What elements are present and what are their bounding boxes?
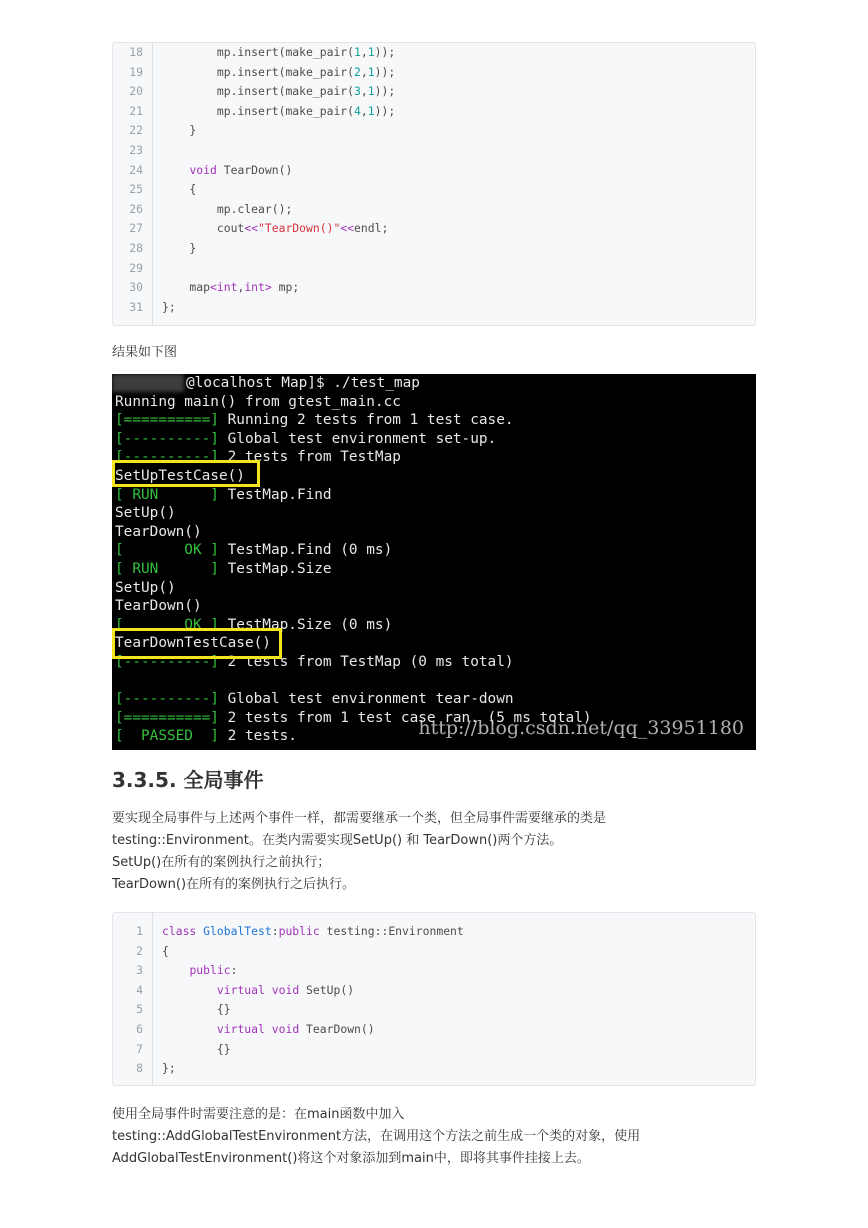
code-token: } xyxy=(162,241,197,255)
code-line xyxy=(113,82,755,102)
code-line xyxy=(113,43,755,63)
terminal-line xyxy=(115,486,332,505)
paragraph-line: SetUp()在所有的案例执行之前执行； xyxy=(112,855,331,870)
code-line xyxy=(113,102,755,122)
code-token: class xyxy=(162,924,197,938)
code-text xyxy=(162,63,395,83)
code-line xyxy=(113,298,755,318)
paragraph-line: TearDown()在所有的案例执行之后执行。 xyxy=(112,877,356,892)
code-token: mp.insert(make_pair( xyxy=(162,84,355,99)
code-token: 1 xyxy=(367,45,375,59)
terminal-token: TestMap.Size (0 ms) xyxy=(218,616,393,633)
terminal-token: TestMap.Size xyxy=(218,561,332,577)
terminal-line xyxy=(115,393,401,412)
terminal-token: SetUp() xyxy=(115,505,176,522)
line-number: 25 xyxy=(129,182,143,197)
code-text xyxy=(162,922,464,942)
paragraph-line: testing::Environment。在类内需要实现SetUp() 和 TearDown()两个方法。 xyxy=(112,833,563,848)
code-line xyxy=(113,1000,755,1020)
line-number: 4 xyxy=(136,982,143,997)
terminal-token: @localhost Map]$ ./test_map xyxy=(186,375,420,391)
line-number: 26 xyxy=(129,201,143,216)
line-number: 7 xyxy=(136,1041,143,1056)
code-text xyxy=(162,1020,375,1040)
terminal-token: 2 tests. xyxy=(218,728,297,745)
code-line xyxy=(113,219,755,239)
code-text xyxy=(162,239,196,259)
code-token: , xyxy=(360,103,368,118)
code-token: << xyxy=(340,221,355,236)
code-token: TearDown() xyxy=(216,162,293,177)
code-line xyxy=(113,961,755,981)
code-token: mp.clear(); xyxy=(162,201,293,216)
terminal-token: 2 tests from TestMap xyxy=(218,449,401,466)
code-token: 1 xyxy=(367,64,375,79)
terminal-line xyxy=(115,541,392,560)
code-token: }; xyxy=(162,299,176,314)
terminal-token: TearDown() xyxy=(115,598,202,615)
code-token: mp.insert(make_pair( xyxy=(162,45,355,59)
code-token: 4 xyxy=(354,103,361,118)
code-text xyxy=(162,43,395,63)
terminal-token: TestMap.Find xyxy=(218,486,332,503)
code-text xyxy=(162,942,169,962)
line-number: 29 xyxy=(129,260,143,275)
terminal-token: [----------] xyxy=(115,430,219,447)
code-line xyxy=(113,259,755,279)
line-number: 3 xyxy=(136,963,143,978)
terminal-line xyxy=(115,523,202,542)
code-line xyxy=(113,239,755,259)
code-line xyxy=(113,278,755,298)
line-number: 1 xyxy=(136,924,143,938)
terminal-token: [----------] xyxy=(115,449,219,466)
paragraph-global-events xyxy=(112,808,606,896)
terminal-token: TearDownTestCase() xyxy=(115,635,271,652)
terminal-token: [==========] xyxy=(115,709,219,726)
code-token: }; xyxy=(162,1061,176,1076)
code-token: : xyxy=(271,924,279,938)
code-token: GlobalTest xyxy=(203,924,272,938)
code-token: )); xyxy=(374,84,396,99)
code-token xyxy=(265,1022,272,1036)
code-token: mp.insert(make_pair( xyxy=(162,64,355,79)
terminal-line xyxy=(115,430,496,449)
line-number: 8 xyxy=(136,1061,143,1076)
paragraph-line: testing::AddGlobalTestEnvironment方法，在调用这个方法之前生成一个类的对象，使用 xyxy=(112,1129,641,1144)
code-text xyxy=(162,298,176,318)
code-token: map xyxy=(162,280,211,295)
code-line xyxy=(113,1020,755,1040)
code-token: , xyxy=(360,84,368,99)
terminal-line xyxy=(115,579,176,598)
terminal-token: [----------] xyxy=(115,654,219,670)
code-line xyxy=(113,981,755,1001)
code-text xyxy=(162,961,237,981)
code-token: mp; xyxy=(271,280,300,295)
code-token: public xyxy=(189,963,231,978)
code-token: )); xyxy=(374,103,396,118)
code-token: { xyxy=(162,182,197,197)
code-line xyxy=(113,1040,755,1060)
code-token: void xyxy=(189,162,217,177)
code-token: endl; xyxy=(354,221,389,236)
terminal-line xyxy=(115,411,514,430)
line-number: 24 xyxy=(129,162,143,177)
code-text xyxy=(162,1059,176,1079)
line-number: 6 xyxy=(136,1022,143,1036)
code-block-1 xyxy=(112,42,756,326)
code-token xyxy=(162,983,217,997)
code-token: {} xyxy=(162,1002,231,1017)
code-token xyxy=(162,1022,217,1036)
code-text xyxy=(162,102,395,122)
result-label: 结果如下图 xyxy=(112,345,178,360)
code-token xyxy=(162,963,189,977)
code-token: <int xyxy=(210,280,238,295)
code-token: 2 xyxy=(354,64,361,79)
line-number: 23 xyxy=(129,143,143,157)
code-token: 1 xyxy=(367,103,375,118)
code-token xyxy=(265,983,272,997)
terminal-token: SetUpTestCase() xyxy=(115,468,245,484)
code-token: mp.insert(make_pair( xyxy=(162,103,355,118)
terminal-token: Running main() from gtest_main.cc xyxy=(115,393,401,410)
terminal-token: SetUp() xyxy=(115,579,176,596)
line-number: 2 xyxy=(136,943,143,958)
code-token: SetUp() xyxy=(299,982,355,997)
code-token: void xyxy=(271,1022,300,1036)
code-token: TearDown() xyxy=(299,1022,375,1036)
code-text xyxy=(162,82,395,102)
terminal-token: [==========] xyxy=(115,412,219,429)
code-line xyxy=(113,942,755,962)
line-number: 20 xyxy=(129,84,143,99)
terminal-line xyxy=(115,504,176,523)
line-number: 28 xyxy=(129,241,143,255)
code-token: )); xyxy=(374,64,396,79)
code-text xyxy=(162,219,388,239)
line-number: 21 xyxy=(129,103,143,118)
code-line xyxy=(113,200,755,220)
code-token: 1 xyxy=(367,84,375,99)
code-token: , xyxy=(360,64,368,79)
code-token: } xyxy=(162,123,197,138)
code-text xyxy=(162,121,196,141)
terminal-line xyxy=(115,560,332,579)
line-number: 30 xyxy=(129,280,143,295)
code-line xyxy=(113,1059,755,1079)
code-token: void xyxy=(271,982,300,997)
terminal-token: 2 tests from TestMap (0 ms total) xyxy=(218,654,514,670)
terminal-token: [----------] xyxy=(115,691,219,708)
code-token: 1 xyxy=(354,45,361,59)
code-token: {} xyxy=(162,1041,231,1056)
code-line xyxy=(113,121,755,141)
code-block-2 xyxy=(112,912,756,1086)
line-number: 22 xyxy=(129,123,143,138)
terminal-token: 2 tests from 1 test case ran. (5 ms total) xyxy=(218,709,592,726)
code-line xyxy=(113,180,755,200)
code-text xyxy=(162,981,354,1001)
code-token: )); xyxy=(374,45,396,59)
code-token: testing::Environment xyxy=(319,924,464,938)
line-number: 5 xyxy=(136,1002,143,1017)
terminal-token: [ OK ] xyxy=(115,616,219,633)
terminal-token: Running 2 tests from 1 test case. xyxy=(218,412,514,429)
code-token: int> xyxy=(244,280,272,295)
terminal-screenshot xyxy=(112,374,756,750)
redacted-username xyxy=(112,374,184,392)
code-token: 3 xyxy=(354,84,361,99)
line-number: 27 xyxy=(129,221,143,236)
code-line xyxy=(113,141,755,161)
line-number: 18 xyxy=(129,45,143,59)
code-token: cout xyxy=(162,221,245,236)
code-text xyxy=(162,278,299,298)
watermark: http://blog.csdn.net/qq_33951180 xyxy=(418,717,744,739)
code-text xyxy=(162,1000,231,1020)
paragraph-usage-note xyxy=(112,1104,640,1170)
code-token: { xyxy=(162,943,169,958)
terminal-token: [ OK ] xyxy=(115,542,219,559)
code-token xyxy=(162,163,189,177)
section-heading: 3.3.5. 全局事件 xyxy=(112,768,264,792)
code-text xyxy=(162,200,292,220)
code-token: public xyxy=(278,924,320,938)
code-text xyxy=(162,161,292,181)
code-token: , xyxy=(237,280,245,295)
terminal-token: [ RUN ] xyxy=(115,561,219,577)
terminal-line xyxy=(115,727,297,746)
code-token: << xyxy=(244,221,259,236)
code-token: , xyxy=(360,45,368,59)
code-text xyxy=(162,180,196,200)
paragraph-line: 要实现全局事件与上述两个事件一样，都需要继承一个类，但全局事件需要继承的类是 xyxy=(112,811,607,826)
terminal-token: Global test environment tear-down xyxy=(218,691,514,708)
terminal-line xyxy=(186,374,420,393)
line-number: 31 xyxy=(129,299,143,314)
paragraph-line: AddGlobalTestEnvironment()将这个对象添加到main中，即将其事件挂接上去。 xyxy=(112,1151,590,1166)
code-line xyxy=(113,922,755,942)
terminal-line xyxy=(115,597,202,616)
code-token: : xyxy=(230,963,238,978)
highlight-setuptestcase xyxy=(112,460,260,487)
terminal-token: Global test environment set-up. xyxy=(218,430,497,447)
code-line xyxy=(113,161,755,181)
code-token: virtual xyxy=(216,1022,265,1036)
terminal-token: [ PASSED ] xyxy=(115,728,219,745)
code-line xyxy=(113,63,755,83)
code-token: virtual xyxy=(216,982,265,997)
highlight-teardowntestcase xyxy=(112,628,282,659)
terminal-token: [ RUN ] xyxy=(115,486,219,503)
code-text xyxy=(162,1040,231,1060)
paragraph-line: 使用全局事件时需要注意的是：在main函数中加入 xyxy=(112,1107,405,1122)
code-token: "TearDown()" xyxy=(258,221,341,236)
terminal-token: TearDown() xyxy=(115,523,202,540)
line-number: 19 xyxy=(129,64,143,79)
terminal-token: TestMap.Find (0 ms) xyxy=(218,542,393,559)
terminal-line xyxy=(115,690,514,709)
